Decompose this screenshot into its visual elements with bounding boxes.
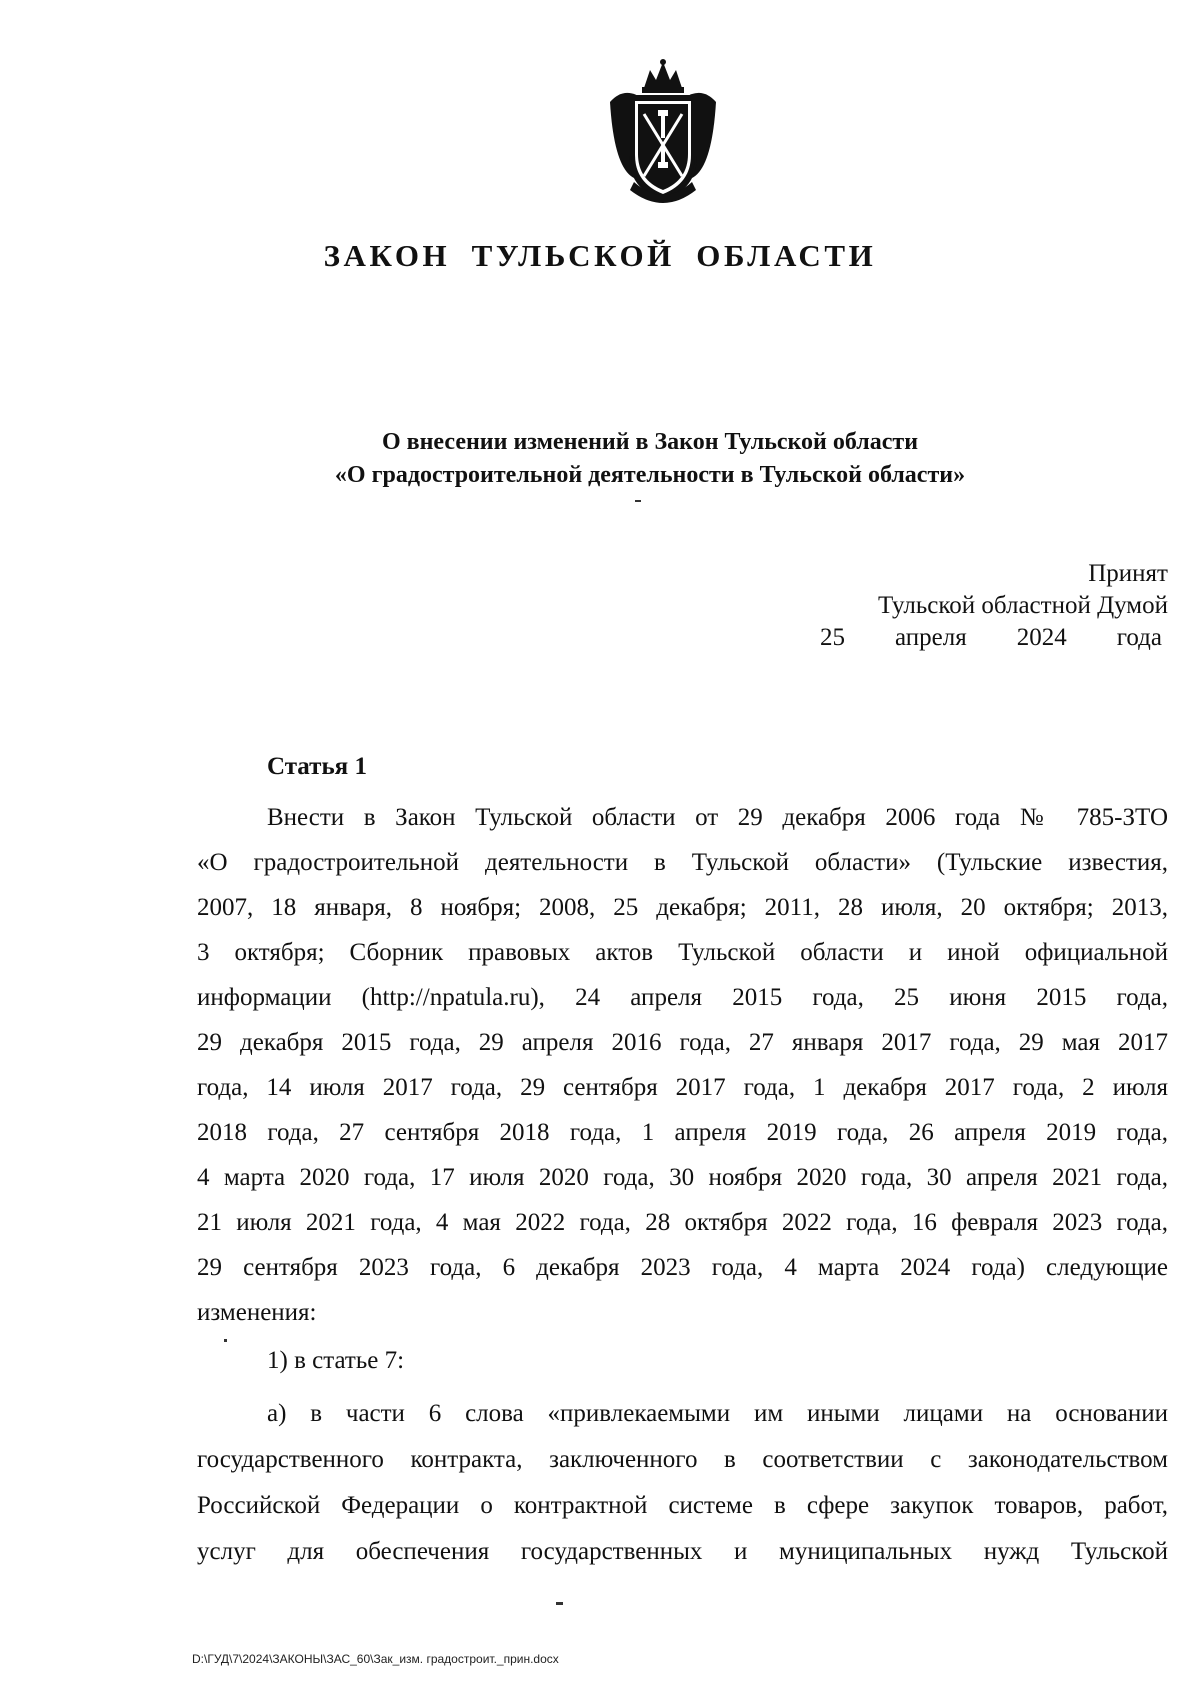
article-text-line: «О градостроительной деятельности в Тульской области» (Тульские известия,	[197, 849, 1168, 876]
adopted-by: Тульской областной Думой	[877, 592, 1168, 619]
scan-speck	[635, 500, 641, 502]
article-item-1: 1) в статье 7:	[267, 1347, 405, 1374]
adoption-month: апреля	[895, 624, 967, 651]
tula-coat-of-arms-emblem	[604, 58, 722, 208]
adoption-year: 2024	[1016, 624, 1067, 651]
adopted-label: Принят	[1088, 560, 1168, 587]
article-text-line: 21 июля 2021 года, 4 мая 2022 года, 28 октября 2022 года, 16 февраля 2023 года,	[197, 1209, 1168, 1236]
law-title: ЗАКОН ТУЛЬСКОЙ ОБЛАСТИ	[323, 238, 877, 273]
law-subject-line-2: «О градостроительной деятельности в Тульской области»	[334, 462, 966, 488]
scan-speck	[556, 1602, 563, 1605]
article-text-line: изменения:	[197, 1299, 317, 1326]
article-item-a-line: а) в части 6 слова «привлекаемыми им иными лицами на основании	[267, 1400, 1168, 1427]
article-heading: Статья 1	[267, 753, 367, 780]
law-subject-line-1: О внесении изменений в Закон Тульской области	[381, 429, 919, 455]
adoption-date	[820, 624, 1168, 652]
footer-file-path: D:\ГУД\7\2024\ЗАКОНЫ\ЗАС_60\Зак_изм. градостроит._прин.docx	[192, 1652, 559, 1666]
article-text-line: 29 сентября 2023 года, 6 декабря 2023 года, 4 марта 2024 года) следующие	[197, 1254, 1168, 1281]
article-text-line: 2007, 18 января, 8 ноября; 2008, 25 декабря; 2011, 28 июля, 20 октября; 2013,	[197, 894, 1168, 921]
article-text-line: Внести в Закон Тульской области от 29 декабря 2006 года № 785-ЗТО	[267, 804, 1168, 831]
article-text-line: года, 14 июля 2017 года, 29 сентября 2017 года, 1 декабря 2017 года, 2 июля	[197, 1074, 1168, 1101]
article-text-line: 4 марта 2020 года, 17 июля 2020 года, 30 ноября 2020 года, 30 апреля 2021 года,	[197, 1164, 1168, 1191]
adoption-day: 25	[820, 624, 845, 651]
scan-speck	[224, 1339, 227, 1342]
article-text-line: 29 декабря 2015 года, 29 апреля 2016 года, 27 января 2017 года, 29 мая 2017	[197, 1029, 1168, 1056]
article-text-line: 2018 года, 27 сентября 2018 года, 1 апреля 2019 года, 26 апреля 2019 года,	[197, 1119, 1168, 1146]
article-text-line: 3 октября; Сборник правовых актов Тульской области и иной официальной	[197, 939, 1168, 966]
article-item-a-line: государственного контракта, заключенного в соответствии с законодательством	[197, 1446, 1168, 1473]
article-text-line: информации (http://npatula.ru), 24 апреля 2015 года, 25 июня 2015 года,	[197, 984, 1168, 1011]
article-item-a-line: услуг для обеспечения государственных и муниципальных нужд Тульской	[197, 1538, 1168, 1565]
article-item-a-line: Российской Федерации о контрактной системе в сфере закупок товаров, работ,	[197, 1492, 1168, 1519]
adoption-year-word: года	[1116, 624, 1162, 651]
